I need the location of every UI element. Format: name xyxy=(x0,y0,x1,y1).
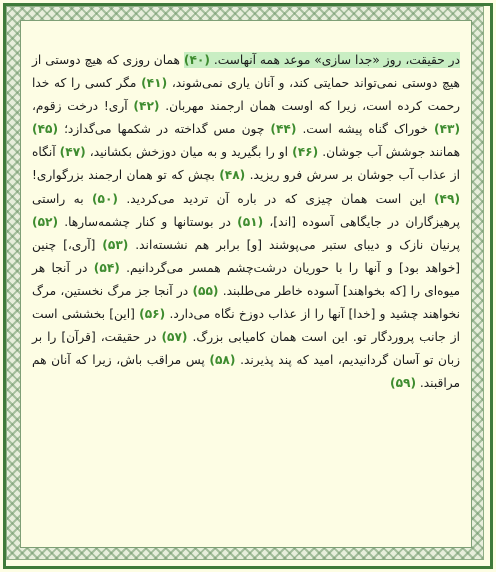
verse-number: (۵۰) xyxy=(91,191,118,206)
verse-number: (۴۶) xyxy=(292,145,319,160)
verse-text: مگر کسی را که خدا رحمت کرده است، زیرا که اوست همان ارجمند مهربان. xyxy=(32,76,461,114)
verse-text: در حقیقت، [قرآن] را بر زبان تو آسان گردانیدیم، امید که پند پذیرند. xyxy=(32,330,461,368)
verse-number: (۴۹) xyxy=(433,191,461,206)
verse-number: (۴۵) xyxy=(32,122,59,137)
verse-number: (۴۳) xyxy=(433,122,461,137)
verse-text: بچش که تو همان ارجمند بزرگواری! xyxy=(32,168,215,183)
verse xyxy=(292,145,460,159)
verse-number: (۵۶) xyxy=(139,307,166,322)
verse-text: آنگاه از عذاب آب جوشان بر سرش فرو ریزید. xyxy=(32,145,460,183)
verse-text: خوراک گناه پیشه است. xyxy=(302,122,428,137)
verse-number: (۵۱) xyxy=(237,214,264,229)
verse-number: (۵۴) xyxy=(93,260,120,275)
verse xyxy=(92,192,426,206)
verse-text: چون مس گداخته در شکمها می‌گدازد؛ xyxy=(64,122,265,137)
verse-number: (۴۸) xyxy=(219,168,246,183)
verse-text: این است همان چیزی که در باره آن تردید می‌کردید. xyxy=(126,191,426,206)
verse-number: (۴۱) xyxy=(141,76,168,91)
verse-number: (۴۰) xyxy=(183,53,210,67)
verse-text: در آنجا جز مرگ نخستین، مرگ نخواهند چشید و [خدا] آنها را از عذاب دوزخ نگاه می‌دارد. xyxy=(32,283,461,322)
verse xyxy=(184,52,460,68)
content-panel xyxy=(20,20,472,548)
verse-number: (۴۷) xyxy=(59,145,86,160)
verse xyxy=(32,122,264,136)
verse-text: [آری،] چنین [خواهد بود] و آنها را با حوریان درشت‌چشم همسر می‌گردانیم. xyxy=(32,237,461,275)
verse-text: در آنجا هر میوه‌ای را [که بخواهند] آسوده خاطر می‌طلبند. xyxy=(32,260,461,298)
verse-text: پس مراقب باش، زیرا که آنان هم مراقبند. xyxy=(32,353,460,391)
verse xyxy=(270,122,428,136)
verse-text: همان روزی که هیچ دوستی از هیچ دوستی نمی‌تواند حمایتی کند، و آنان یاری نمی‌شوند، xyxy=(32,53,460,91)
verse-number: (۴۲) xyxy=(133,99,160,114)
verse-number: (۴۴) xyxy=(270,122,297,137)
verse-text: [این] بخششی است از جانب پروردگار تو. این است همان کامیابی بزرگ. xyxy=(32,307,460,345)
verse-number: (۵۲) xyxy=(32,214,59,229)
verse-text: در بوستانها و کنار چشمه‌سارها. xyxy=(64,214,231,229)
verse-text: در حقیقت، روز «جدا سازی» موعد همه آنهاست. xyxy=(213,53,460,67)
verse xyxy=(32,215,231,229)
verse-number: (۵۸) xyxy=(209,353,236,368)
verse-text: پرنیان نازک و دیبای ستبر می‌پوشند [و] برابر هم نشسته‌اند. xyxy=(135,237,460,252)
translation-passage xyxy=(32,49,460,395)
verse-text: آری! درخت زقوم، xyxy=(32,99,128,114)
verse xyxy=(102,238,460,252)
ornamental-frame xyxy=(6,6,484,560)
verse-number: (۵۳) xyxy=(102,237,129,252)
verse xyxy=(60,145,288,159)
verse-text: او را بگیرید و به میان دوزخش بکشانید، xyxy=(89,145,289,160)
verse-text: همانند جوشش آب جوشان. xyxy=(322,145,461,160)
verse-text: به راستی پرهیزگاران در جایگاهی آسوده [اند]، xyxy=(32,191,461,229)
verse-number: (۵۵) xyxy=(192,283,219,298)
verse-number: (۵۹) xyxy=(389,376,417,391)
verse-number: (۵۷) xyxy=(161,330,188,345)
